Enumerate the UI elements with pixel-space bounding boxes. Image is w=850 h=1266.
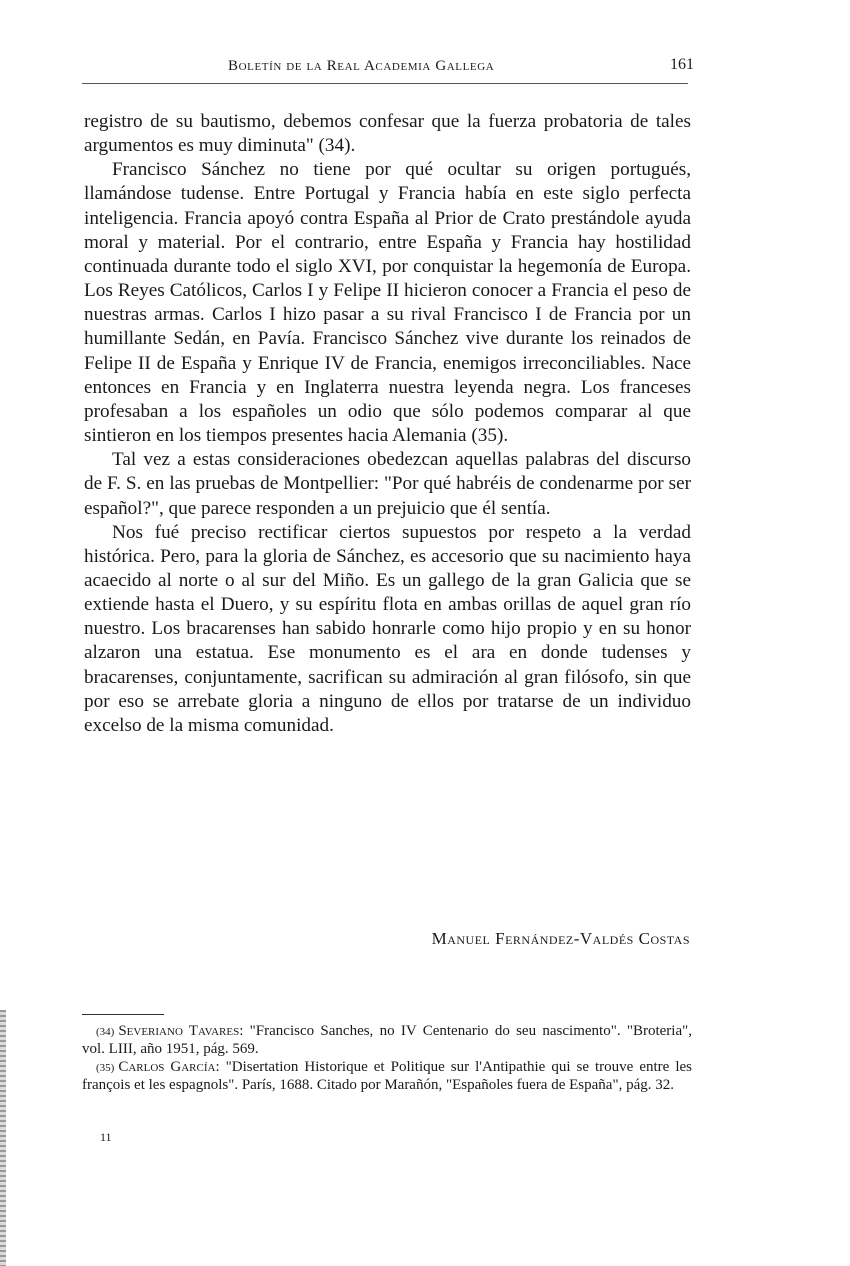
- footnote-author: Severiano Tavares: [118, 1023, 240, 1039]
- page-number: 161: [670, 56, 694, 73]
- paragraph-continuation: registro de su bautismo, debemos confesar que la fuerza probatoria de tales argumentos es muy diminuta" (34).: [84, 111, 691, 157]
- page-header: [82, 54, 694, 78]
- footnote-35: [82, 1059, 692, 1095]
- header-rule: [82, 83, 688, 84]
- footnote-text: : "Disertation Historique et Politique sur l'Antipathie qui se trouve entre les françois et les espagnols". París, 1688. Citado por Marañón, "Españoles fuera de España", pág. 32.: [82, 1058, 693, 1094]
- footnote-34: [82, 1023, 692, 1059]
- footnote-number: (34): [96, 1026, 115, 1038]
- footnotes: [82, 1023, 692, 1095]
- printer-signature-mark: 11: [100, 1130, 112, 1144]
- page-edge-shadow: [0, 1010, 6, 1266]
- paragraph-conclusion: Nos fué preciso rectificar ciertos supuestos por respeto a la verdad histórica. Pero, para la gloria de Sánchez, es accesorio que su nacimiento haya acaecido al norte o al sur del Miño. Es un gallego de la gran Galicia que se extiende hasta el Duero, y su espíritu flota en ambas orillas de aquel gran río nuestro. Los bracarenses han sabido honrarle como hijo propio y en su honor alzaron una estatua. Ese monumento es el ara en donde tudenses y bracarenses, conjuntamente, sacrifican su admiración al gran filósofo, sin que por eso se arrebate gloria a ninguno de ellos por tratarse de un individuo excelso de la misma comunidad.: [84, 521, 691, 736]
- footnote-text: : "Francisco Sanches, no IV Centenario do seu nascimento". "Broteria", vol. LIII, año 1951, pág. 569.: [82, 1023, 692, 1058]
- footnote-author: Carlos García: [118, 1058, 216, 1075]
- author-signature: Manuel Fernández-Valdés Costas: [431, 929, 690, 948]
- paragraph-montpellier: Tal vez a estas consideraciones obedezcan aquellas palabras del discurso de F. S. en las pruebas de Montpellier: "Por qué habréis de condenarme por ser español?", que parece responden a un prejuicio que él sentía.: [84, 449, 691, 519]
- body-text: [84, 110, 691, 738]
- running-head: Boletín de la Real Academia Gallega: [228, 58, 495, 74]
- footnote-number: (35): [96, 1061, 115, 1074]
- paragraph-sanchez-origin: Francisco Sánchez no tiene por qué ocultar su origen portugués, llamándose tudense. Entre Portugal y Francia había en este siglo perfecta inteligencia. Francia apoyó contra España al Prior de Crato prestándole ayuda moral y material. Por el contrario, entre España y Francia hay hostilidad continuada durante todo el siglo XVI, por conquistar la hegemonía de Europa. Los Reyes Católicos, Carlos I y Felipe II hicieron conocer a Francia el peso de nuestras armas. Carlos I hizo pasar a su rival Francisco I de Francia por un humillante Sedán, en Pavía. Francisco Sánchez vive durante los reinados de Felipe II de España y Enrique IV de Francia, enemigos irreconciliables. Nace entonces en Francia y en Inglaterra nuestra leyenda negra. Los franceses profesaban a los españoles un odio que sólo podemos comparar al que sintieron en los tiempos presentes hacia Alemania (35).: [84, 159, 691, 447]
- footnote-rule: [82, 1014, 164, 1015]
